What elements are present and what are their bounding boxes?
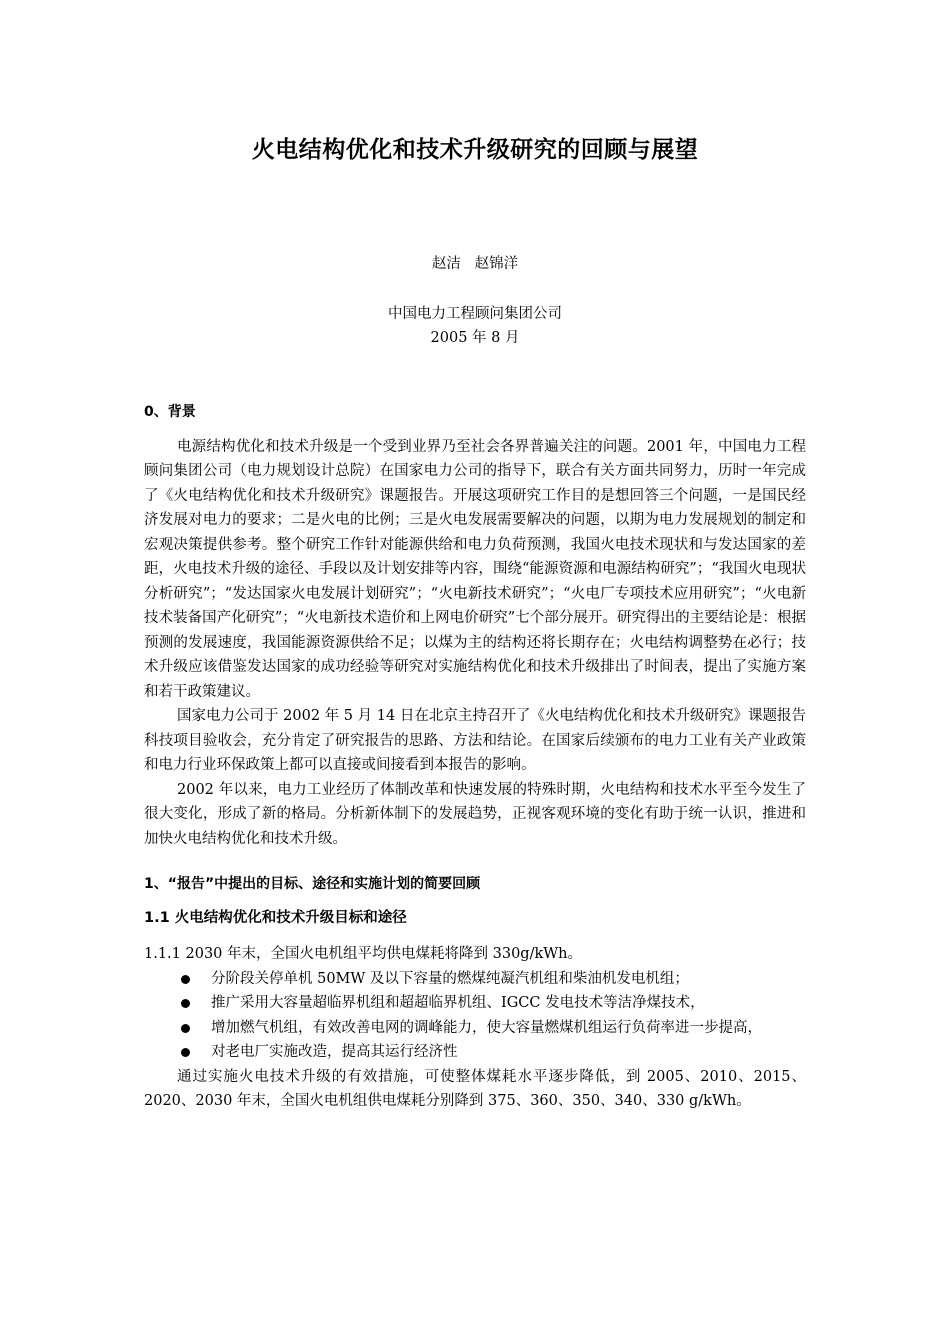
authors: 赵洁 赵锦洋	[431, 256, 519, 272]
paragraph: 电源结构优化和技术升级是一个受到业界乃至社会各界普遍关注的问题。2001 年，中国电力工程顾问集团公司（电力规划设计总院）在国家电力公司的指导下，联合有关方面共同努力，历时一年完成了《火电结构优化和技术升级研究》课题报告。开展这项研究工作目的是想回答三个问题，一是国民经济发展对电力的要求；二是火电的比例；三是火电发展需要解决的问题，以期为电力发展规划的制定和宏观决策提供参考。整个研究工作针对能源供给和电力负荷预测，我国火电技术现状和与发达国家的差距，火电技术升级的途径、手段以及计划安排等内容，围绕“能源资源和电源结构研究”；“我国火电现状分析研究”；“发达国家火电发展计划研究”；“火电新技术研究”；“火电厂专项技术应用研究”；“火电新技术装备国产化研究”；“火电新技术造价和上网电价研究”七个部分展开。研究得出的主要结论是：根据预测的发展速度，我国能源资源供给不足；以煤为主的结构还将长期存在；火电结构调整势在必行；技术升级应该借鉴发达国家的成功经验等研究对实施结构优化和技术升级排出了时间表，提出了实施方案和若干政策建议。	[144, 438, 806, 700]
item-1-1-1: 1.1.1 2030 年末，全国火电机组平均供电煤耗将降到 330g/kWh。	[144, 946, 582, 962]
list-item	[144, 1040, 806, 1065]
list-item	[144, 991, 806, 1016]
paragraph: 国家电力公司于 2002 年 5 月 14 日在北京主持召开了《火电结构优化和技术升级研究》课题报告科技项目验收会，充分肯定了研究报告的思路、方法和结论。在国家后续颁布的电力工业有关产业政策和电力行业环保政策上都可以直接或间接看到本报告的影响。	[144, 708, 806, 773]
bullet-text: 增加燃气机组，有效改善电网的调峰能力，使大容量燃煤机组运行负荷率进一步提高，	[211, 1019, 762, 1036]
subsection-heading: 1.1 火电结构优化和技术升级目标和途径	[144, 909, 407, 926]
paragraph: 2002 年以来，电力工业经历了体制改革和快速发展的特殊时期，火电结构和技术水平至今发生了很大变化，形成了新的格局。分析新体制下的发展趋势，正视客观环境的变化有助于统一认识，推进和加快火电结构优化和技术升级。	[144, 781, 806, 847]
document-body	[144, 400, 806, 1114]
list-item	[144, 1016, 806, 1041]
document-title: 火电结构优化和技术升级研究的回顾与展望	[251, 137, 699, 163]
list-item	[144, 967, 806, 992]
bullet-icon	[181, 999, 190, 1008]
bullet-text: 对老电厂实施改造，提高其运行经济性	[211, 1044, 458, 1060]
section-heading-review: 1、“报告”中提出的目标、途径和实施计划的简要回顾	[144, 876, 481, 892]
organization: 中国电力工程顾问集团公司	[388, 306, 562, 322]
bullet-list	[144, 967, 806, 1065]
bullet-icon	[181, 975, 190, 984]
bullet-text: 分阶段关停单机 50MW 及以下容量的燃煤纯凝汽机组和柴油机发电机组；	[211, 970, 689, 987]
closing-paragraph: 通过实施火电技术升级的有效措施，可使整体煤耗水平逐步降低，到 2005、2010、2015、2020、2030 年末，全国火电机组供电煤耗分别降到 375、360、350、340、330 g/kWh。	[144, 1068, 806, 1109]
bullet-text: 推广采用大容量超临界机组和超超临界机组、IGCC 发电技术等洁净煤技术，	[211, 995, 705, 1011]
publication-date: 2005 年 8 月	[430, 330, 520, 346]
section-heading-background: 0、背景	[144, 404, 196, 420]
bullet-icon	[181, 1024, 190, 1033]
bullet-icon	[181, 1048, 190, 1057]
